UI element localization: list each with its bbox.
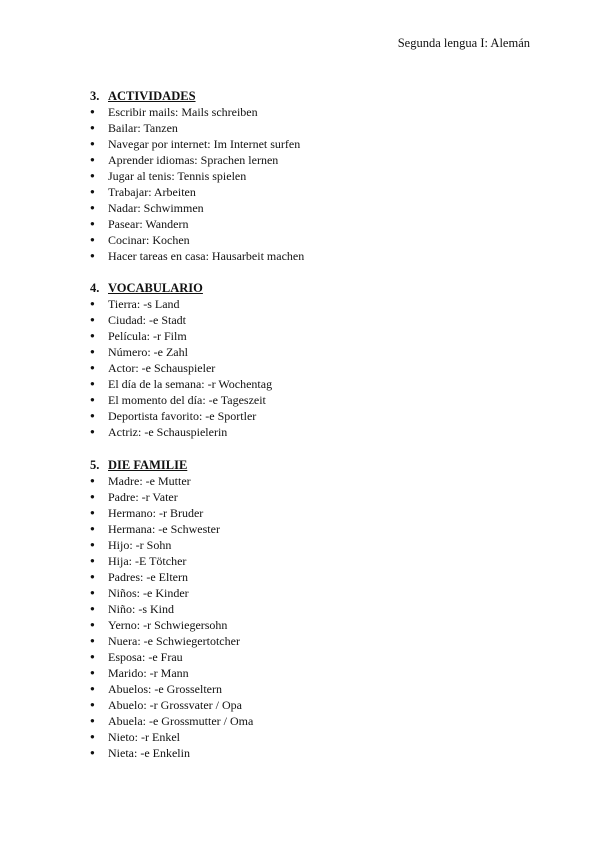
list-item: ● Nieto: -r Enkel <box>90 729 530 745</box>
section-number: 5. <box>90 458 100 472</box>
list-item: ● Hermano: -r Bruder <box>90 505 530 521</box>
list-item: ● Marido: -r Mann <box>90 665 530 681</box>
list-item: ● Padres: -e Eltern <box>90 569 530 585</box>
list-item: ● Escribir mails: Mails schreiben <box>90 104 530 120</box>
list-item: ● Abuela: -e Grossmutter / Oma <box>90 713 530 729</box>
list-item: ● Jugar al tenis: Tennis spielen <box>90 168 530 184</box>
list-item: ● Hijo: -r Sohn <box>90 537 530 553</box>
list-item: ● Nadar: Schwimmen <box>90 200 530 216</box>
list-item: ● Tierra: -s Land <box>90 296 530 312</box>
list-item: ● Actor: -e Schauspieler <box>90 360 530 376</box>
vocabulary-list <box>90 104 530 264</box>
list-item: ● Cocinar: Kochen <box>90 232 530 248</box>
list-item: ● Abuelos: -e Grosseltern <box>90 681 530 697</box>
list-item: ● Hermana: -e Schwester <box>90 521 530 537</box>
list-item: ● Hacer tareas en casa: Hausarbeit machen <box>90 248 530 264</box>
list-item: ● Padre: -r Vater <box>90 489 530 505</box>
list-item: ● El día de la semana: -r Wochentag <box>90 376 530 392</box>
section-heading <box>90 457 530 473</box>
list-item: ● Bailar: Tanzen <box>90 120 530 136</box>
list-item: ● Película: -r Film <box>90 328 530 344</box>
list-item: ● Madre: -e Mutter <box>90 473 530 489</box>
list-item: ● Ciudad: -e Stadt <box>90 312 530 328</box>
list-item: ● El momento del día: -e Tageszeit <box>90 392 530 408</box>
section-heading <box>90 88 530 104</box>
list-item: ● Nuera: -e Schwiegertotcher <box>90 633 530 649</box>
list-item: ● Deportista favorito: -e Sportler <box>90 408 530 424</box>
list-item: ● Pasear: Wandern <box>90 216 530 232</box>
list-item: ● Navegar por internet: Im Internet surfen <box>90 136 530 152</box>
list-item: ● Hija: -E Tötcher <box>90 553 530 569</box>
section-vocabulario <box>90 280 530 440</box>
list-item: ● Actriz: -e Schauspielerin <box>90 424 530 440</box>
list-item: ● Aprender idiomas: Sprachen lernen <box>90 152 530 168</box>
list-item: ● Niño: -s Kind <box>90 601 530 617</box>
list-item: ● Trabajar: Arbeiten <box>90 184 530 200</box>
vocabulary-list <box>90 296 530 440</box>
section-die-familie <box>90 457 530 761</box>
section-actividades <box>90 88 530 264</box>
list-item: ● Esposa: -e Frau <box>90 649 530 665</box>
list-item: ● Nieta: -e Enkelin <box>90 745 530 761</box>
section-title: ACTIVIDADES <box>108 89 196 103</box>
page-header: Segunda lengua I: Alemán <box>397 36 530 50</box>
list-item: ● Número: -e Zahl <box>90 344 530 360</box>
section-number: 4. <box>90 281 100 295</box>
section-title: DIE FAMILIE <box>108 458 188 472</box>
section-title: VOCABULARIO <box>108 281 203 295</box>
section-number: 3. <box>90 89 100 103</box>
list-item: ● Niños: -e Kinder <box>90 585 530 601</box>
list-item: ● Abuelo: -r Grossvater / Opa <box>90 697 530 713</box>
list-item: ● Yerno: -r Schwiegersohn <box>90 617 530 633</box>
vocabulary-list <box>90 473 530 761</box>
section-heading <box>90 280 530 296</box>
